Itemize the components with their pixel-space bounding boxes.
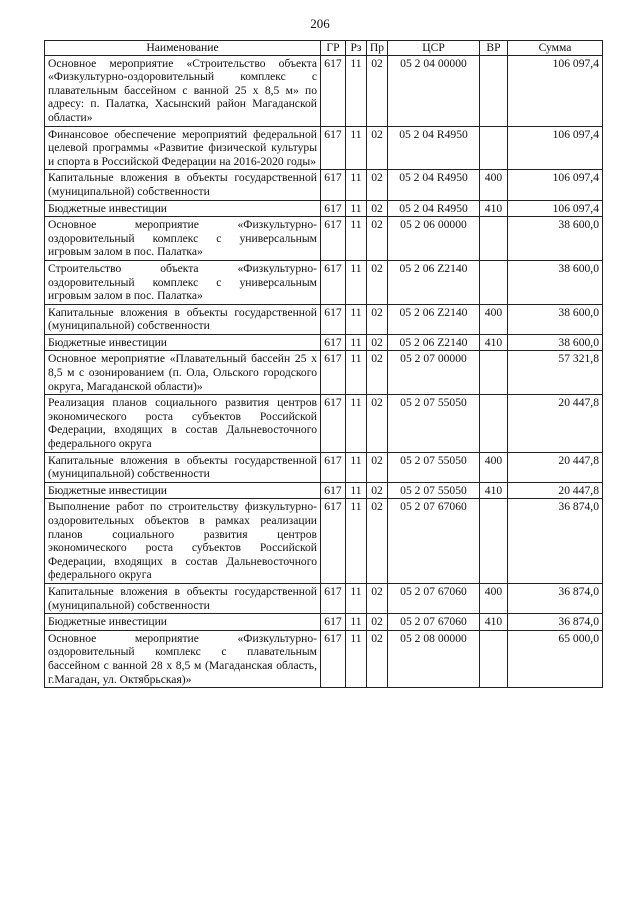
cell-vr: 410 [480,334,508,351]
cell-pr: 02 [367,200,388,217]
cell-sum: 106 097,4 [508,55,603,126]
cell-name: Основное мероприятие «Строительство объекта «Физкультурно-оздоровительный комплекс с плавательным бассейном с ванной 25 x 8,5 м» по адресу: п. Палатка, Хасынский район Магаданской области» [45,55,321,126]
header-pr: Пр [367,41,388,56]
cell-pr: 02 [367,217,388,261]
cell-sum: 38 600,0 [508,260,603,304]
cell-sum: 38 600,0 [508,304,603,334]
cell-sum: 36 874,0 [508,499,603,584]
table-row [45,334,603,351]
cell-sum: 38 600,0 [508,334,603,351]
cell-rz: 11 [346,126,367,170]
cell-name: Бюджетные инвестиции [45,200,321,217]
cell-sum: 36 874,0 [508,583,603,613]
cell-rz: 11 [346,395,367,452]
cell-rz: 11 [346,334,367,351]
cell-csr: 05 2 06 Z2140 [388,304,480,334]
cell-gr: 617 [321,630,346,687]
cell-csr: 05 2 07 00000 [388,351,480,395]
cell-rz: 11 [346,452,367,482]
table-row [45,614,603,631]
table-row [45,583,603,613]
cell-name: Бюджетные инвестиции [45,482,321,499]
cell-vr [480,395,508,452]
table-row [45,200,603,217]
cell-gr: 617 [321,614,346,631]
table-row [45,351,603,395]
cell-name: Финансовое обеспечение мероприятий федеральной целевой программы «Развитие физической культуры и спорта в Российской Федерации на 2016-2020 годы» [45,126,321,170]
header-gr: ГР [321,41,346,56]
cell-name: Основное мероприятие «Физкультурно-оздоровительный комплекс с плавательным бассейном с ванной 28 x 8,5 м (Магаданская область, г.Магадан, ул. Октябрьская)» [45,630,321,687]
cell-csr: 05 2 07 67060 [388,614,480,631]
cell-pr: 02 [367,304,388,334]
cell-rz: 11 [346,170,367,200]
cell-sum: 65 000,0 [508,630,603,687]
cell-vr: 410 [480,614,508,631]
cell-gr: 617 [321,583,346,613]
table-row [45,482,603,499]
cell-rz: 11 [346,304,367,334]
header-csr: ЦСР [388,41,480,56]
cell-name: Капитальные вложения в объекты государственной (муниципальной) собственности [45,583,321,613]
cell-rz: 11 [346,482,367,499]
cell-rz: 11 [346,614,367,631]
cell-vr [480,55,508,126]
cell-csr: 05 2 04 R4950 [388,126,480,170]
cell-gr: 617 [321,395,346,452]
cell-rz: 11 [346,351,367,395]
cell-sum: 106 097,4 [508,126,603,170]
cell-vr [480,630,508,687]
table-row [45,630,603,687]
budget-table [44,40,603,688]
cell-name: Бюджетные инвестиции [45,334,321,351]
cell-name: Капитальные вложения в объекты государственной (муниципальной) собственности [45,170,321,200]
table-row [45,395,603,452]
cell-name: Строительство объекта «Физкультурно-оздоровительный комплекс с универсальным игровым залом в пос. Палатка» [45,260,321,304]
cell-vr: 400 [480,583,508,613]
cell-pr: 02 [367,583,388,613]
cell-pr: 02 [367,260,388,304]
cell-vr: 400 [480,452,508,482]
cell-csr: 05 2 07 67060 [388,583,480,613]
cell-rz: 11 [346,260,367,304]
cell-sum: 106 097,4 [508,200,603,217]
cell-pr: 02 [367,55,388,126]
cell-gr: 617 [321,170,346,200]
cell-name: Выполнение работ по строительству физкультурно-оздоровительных объектов в рамках реализации планов социального развития центров экономического роста субъектов Российской Федерации, входящих в состав Дальневосточного федерального округа [45,499,321,584]
cell-name: Основное мероприятие «Физкультурно-оздоровительный комплекс с универсальным игровым залом в пос. Палатка» [45,217,321,261]
cell-rz: 11 [346,200,367,217]
cell-csr: 05 2 04 00000 [388,55,480,126]
cell-csr: 05 2 07 55050 [388,482,480,499]
cell-vr [480,217,508,261]
cell-sum: 106 097,4 [508,170,603,200]
table-row [45,452,603,482]
cell-vr [480,351,508,395]
cell-csr: 05 2 06 00000 [388,217,480,261]
cell-csr: 05 2 04 R4950 [388,170,480,200]
cell-pr: 02 [367,170,388,200]
cell-name: Капитальные вложения в объекты государственной (муниципальной) собственности [45,304,321,334]
cell-pr: 02 [367,334,388,351]
cell-gr: 617 [321,200,346,217]
cell-csr: 05 2 08 00000 [388,630,480,687]
table-row [45,170,603,200]
cell-sum: 20 447,8 [508,452,603,482]
cell-rz: 11 [346,499,367,584]
cell-gr: 617 [321,452,346,482]
page-number: 206 [310,16,330,31]
cell-pr: 02 [367,126,388,170]
cell-csr: 05 2 06 Z2140 [388,334,480,351]
cell-sum: 38 600,0 [508,217,603,261]
cell-csr: 05 2 07 55050 [388,452,480,482]
cell-pr: 02 [367,630,388,687]
cell-csr: 05 2 07 67060 [388,499,480,584]
cell-sum: 36 874,0 [508,614,603,631]
cell-vr: 400 [480,170,508,200]
cell-gr: 617 [321,334,346,351]
cell-gr: 617 [321,55,346,126]
cell-gr: 617 [321,482,346,499]
cell-sum: 57 321,8 [508,351,603,395]
table-row [45,260,603,304]
cell-gr: 617 [321,351,346,395]
cell-pr: 02 [367,614,388,631]
cell-rz: 11 [346,217,367,261]
cell-name: Капитальные вложения в объекты государственной (муниципальной) собственности [45,452,321,482]
cell-rz: 11 [346,630,367,687]
cell-gr: 617 [321,217,346,261]
cell-gr: 617 [321,304,346,334]
table-row [45,499,603,584]
cell-gr: 617 [321,260,346,304]
cell-name: Основное мероприятие «Плавательный бассейн 25 x 8,5 м с озонированием (п. Ола, Ольского городского округа, Магаданской области)» [45,351,321,395]
cell-name: Бюджетные инвестиции [45,614,321,631]
cell-rz: 11 [346,583,367,613]
cell-vr [480,499,508,584]
cell-sum: 20 447,8 [508,482,603,499]
table-row [45,126,603,170]
cell-vr [480,260,508,304]
table-body [45,55,603,688]
header-rz: Рз [346,41,367,56]
cell-vr: 410 [480,482,508,499]
cell-pr: 02 [367,482,388,499]
table-header-row [45,41,603,56]
cell-pr: 02 [367,395,388,452]
cell-gr: 617 [321,126,346,170]
cell-vr: 410 [480,200,508,217]
cell-vr [480,126,508,170]
header-vr: ВР [480,41,508,56]
cell-sum: 20 447,8 [508,395,603,452]
table-row [45,217,603,261]
cell-csr: 05 2 06 Z2140 [388,260,480,304]
table-row [45,304,603,334]
header-name: Наименование [45,41,321,56]
cell-pr: 02 [367,499,388,584]
table-row [45,55,603,126]
cell-pr: 02 [367,452,388,482]
cell-csr: 05 2 07 55050 [388,395,480,452]
header-sum: Сумма [508,41,603,56]
cell-rz: 11 [346,55,367,126]
cell-vr: 400 [480,304,508,334]
cell-gr: 617 [321,499,346,584]
cell-csr: 05 2 04 R4950 [388,200,480,217]
cell-pr: 02 [367,351,388,395]
cell-name: Реализация планов социального развития центров экономического роста субъектов Российской Федерации, входящих в состав Дальневосточного федерального округа [45,395,321,452]
